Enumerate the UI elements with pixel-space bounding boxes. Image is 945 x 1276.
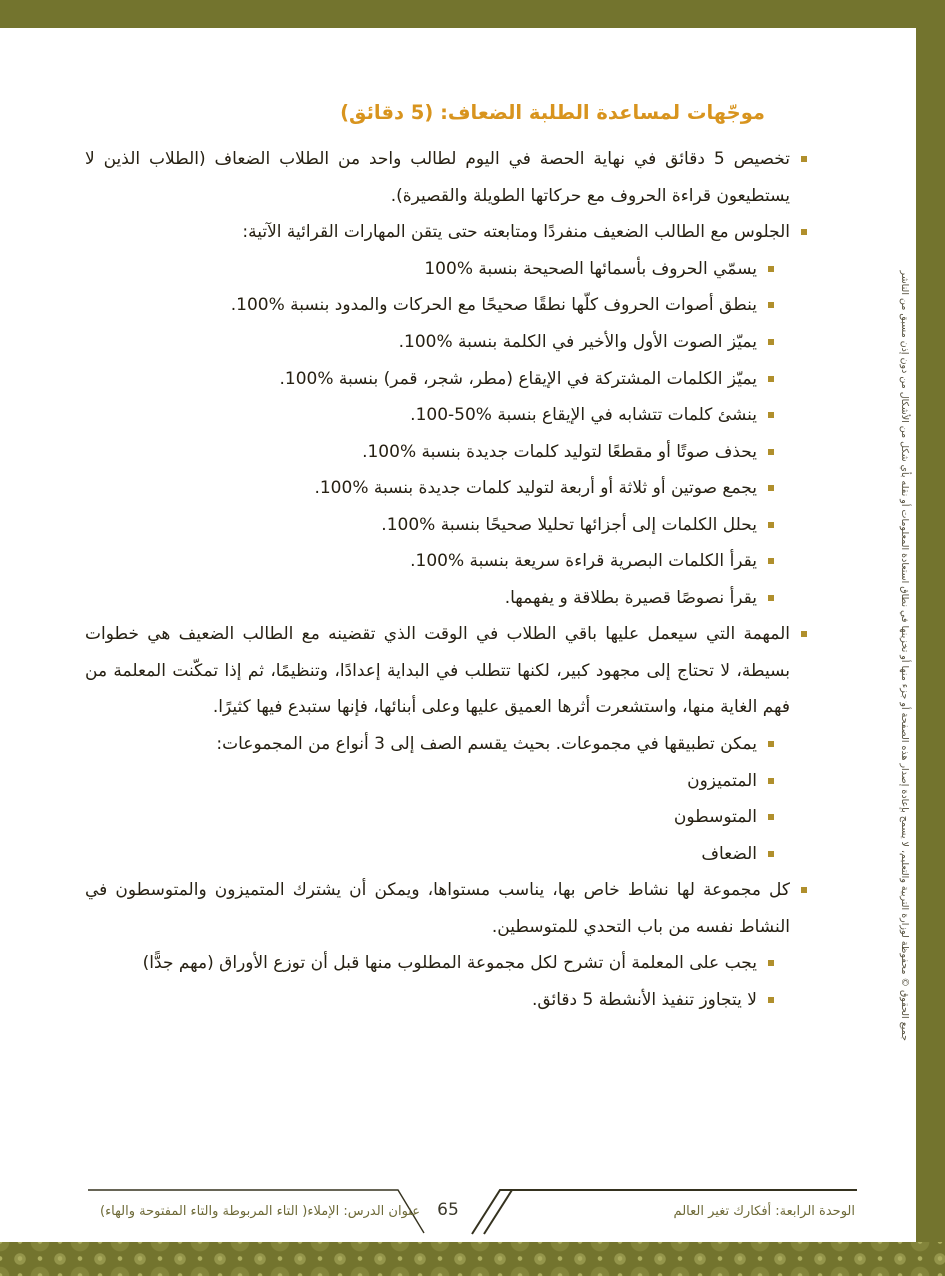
bullet-square-icon bbox=[768, 376, 774, 382]
bullet-item-level-1 bbox=[85, 214, 807, 251]
bullet-square-icon bbox=[768, 595, 774, 601]
bullet-square-icon bbox=[768, 522, 774, 528]
bullet-text: يجب على المعلمة أن تشرح لكل مجموعة المطلوب منها قبل أن توزع الأوراق (مهم جدًّا) bbox=[142, 953, 757, 974]
bullet-text: ينشئ كلمات تتشابه في الإيقاع بنسبة %50-100. bbox=[410, 405, 757, 426]
bullet-square-icon bbox=[801, 229, 807, 235]
bullet-square-icon bbox=[768, 814, 774, 820]
bullet-square-icon bbox=[768, 558, 774, 564]
bullet-text: يميّز الصوت الأول والأخير في الكلمة بنسبة %100. bbox=[398, 331, 757, 352]
bullet-square-icon bbox=[768, 449, 774, 455]
section-heading: موجّهات لمساعدة الطلبة الضعاف: (5 دقائق) bbox=[340, 101, 765, 124]
bullet-item-level-1 bbox=[85, 141, 807, 214]
bullet-square-icon bbox=[768, 266, 774, 272]
bullet-item-level-2 bbox=[85, 434, 774, 471]
bullet-square-icon bbox=[768, 778, 774, 784]
footer-lesson-title: عنوان الدرس: الإملاء( التاء المربوطة والتاء المفتوحة والهاء) bbox=[100, 1204, 420, 1219]
bullet-text: المتوسطون bbox=[673, 807, 757, 828]
bullet-text: الضعاف bbox=[701, 843, 757, 864]
bullet-item-level-2 bbox=[85, 507, 774, 544]
bullet-item-level-1 bbox=[85, 872, 807, 945]
footer-rule-right-diagonal bbox=[484, 1190, 512, 1234]
bullet-text: يقرأ نصوصًا قصيرة بطلاقة و يفهمها. bbox=[504, 587, 757, 608]
bullet-text: يجمع صوتين أو ثلاثة أو أربعة لتوليد كلمات جديدة بنسبة %100. bbox=[314, 478, 757, 499]
bullet-square-icon bbox=[768, 485, 774, 491]
bullet-list bbox=[85, 141, 807, 1018]
bullet-item-level-2 bbox=[85, 361, 774, 398]
bullet-item-level-2 bbox=[85, 799, 774, 836]
bottom-ornament-border bbox=[0, 1242, 945, 1276]
bullet-square-icon bbox=[768, 412, 774, 418]
bullet-text: يقرأ الكلمات البصرية قراءة سريعة بنسبة %100. bbox=[410, 551, 757, 572]
bullet-item-level-2 bbox=[85, 470, 774, 507]
bullet-item-level-2 bbox=[85, 543, 774, 580]
bullet-text: الجلوس مع الطالب الضعيف منفردًا ومتابعته حتى يتقن المهارات القرائية الآتية: bbox=[242, 222, 790, 243]
bullet-text: يمكن تطبيقها في مجموعات. بحيث يقسم الصف إلى 3 أنواع من المجموعات: bbox=[216, 734, 757, 754]
bullet-item-level-2 bbox=[85, 251, 774, 288]
bullet-square-icon bbox=[768, 741, 774, 747]
bullet-item-level-2 bbox=[85, 397, 774, 434]
bullet-text: لا يتجاوز تنفيذ الأنشطة 5 دقائق. bbox=[531, 989, 757, 1010]
bullet-item-level-2 bbox=[85, 945, 774, 982]
bullet-square-icon bbox=[768, 339, 774, 345]
bullet-square-icon bbox=[768, 302, 774, 308]
bullet-text: المهمة التي سيعمل عليها باقي الطلاب في الوقت الذي تقضينه مع الطالب الضعيف هي خطوات بسيطة، لا تحتاج إلى مجهود كبير، لكنها تتطلب في البداية إعدادًا، وتنظيمًا، ثم إذا تمكّنت المعلمة من فهم الغاية منها، واستشعرت أثرها العميق عليها وعلى أبنائها، فإنها ستبدع فيها كثيرًا. bbox=[85, 624, 790, 718]
bullet-text: يميّز الكلمات المشتركة في الإيقاع (مطر، شجر، قمر) بنسبة %100. bbox=[279, 368, 757, 389]
bullet-item-level-2 bbox=[85, 982, 774, 1019]
bullet-text: يحلل الكلمات إلى أجزائها تحليلا صحيحًا بنسبة %100. bbox=[381, 514, 757, 535]
bullet-item-level-2 bbox=[85, 836, 774, 873]
top-border-bar bbox=[0, 0, 945, 28]
bullet-square-icon bbox=[768, 997, 774, 1003]
bullet-text: يحذف صوتًا أو مقطعًا لتوليد كلمات جديدة بنسبة %100. bbox=[362, 441, 757, 462]
bullet-item-level-2 bbox=[85, 726, 774, 763]
bullet-item-level-2 bbox=[85, 324, 774, 361]
right-border-bar bbox=[916, 0, 945, 1276]
main-content bbox=[85, 98, 807, 1018]
bullet-item-level-2 bbox=[85, 763, 774, 800]
bullet-text: تخصيص 5 دقائق في نهاية الحصة في اليوم لطالب واحد من الطلاب الضعاف (الطلاب الذين لا يستطيعون قراءة الحروف مع حركاتها الطويلة والقصيرة). bbox=[85, 149, 790, 206]
bullet-square-icon bbox=[768, 960, 774, 966]
bullet-text: يسمّي الحروف بأسمائها الصحيحة بنسبة %100 bbox=[424, 258, 757, 279]
bullet-text: المتميزون bbox=[687, 770, 757, 791]
footer-unit-title: الوحدة الرابعة: أفكارك تغير العالم bbox=[673, 1204, 855, 1219]
bullet-text: ينطق أصوات الحروف كلّها نطقًا صحيحًا مع الحركات والمدود بنسبة %100. bbox=[230, 295, 757, 316]
bullet-item-level-2 bbox=[85, 287, 774, 324]
bullet-square-icon bbox=[801, 631, 807, 637]
bullet-square-icon bbox=[768, 851, 774, 857]
bullet-text: كل مجموعة لها نشاط خاص بها، يناسب مستواها، ويمكن أن يشترك المتميزون والمتوسطون في النشاط نفسه من باب التحدي للمتوسطين. bbox=[85, 880, 790, 937]
copyright-sidebar-text: جميع الحقوق © محفوظة لوزارة التربية والتعليم، لا يسمح بإعادة إصدار هذه الصفحة أو جزء منها أو تخزينها في نطاق استعادة المعلومات أو نقله بأي شكل من الأشكال من دون إذن مسبق من الناشر bbox=[899, 270, 910, 1041]
bullet-item-level-2 bbox=[85, 580, 774, 617]
page-number: 65 bbox=[437, 1200, 459, 1220]
bullet-item-level-1 bbox=[85, 616, 807, 726]
bullet-square-icon bbox=[801, 887, 807, 893]
bullet-square-icon bbox=[801, 156, 807, 162]
